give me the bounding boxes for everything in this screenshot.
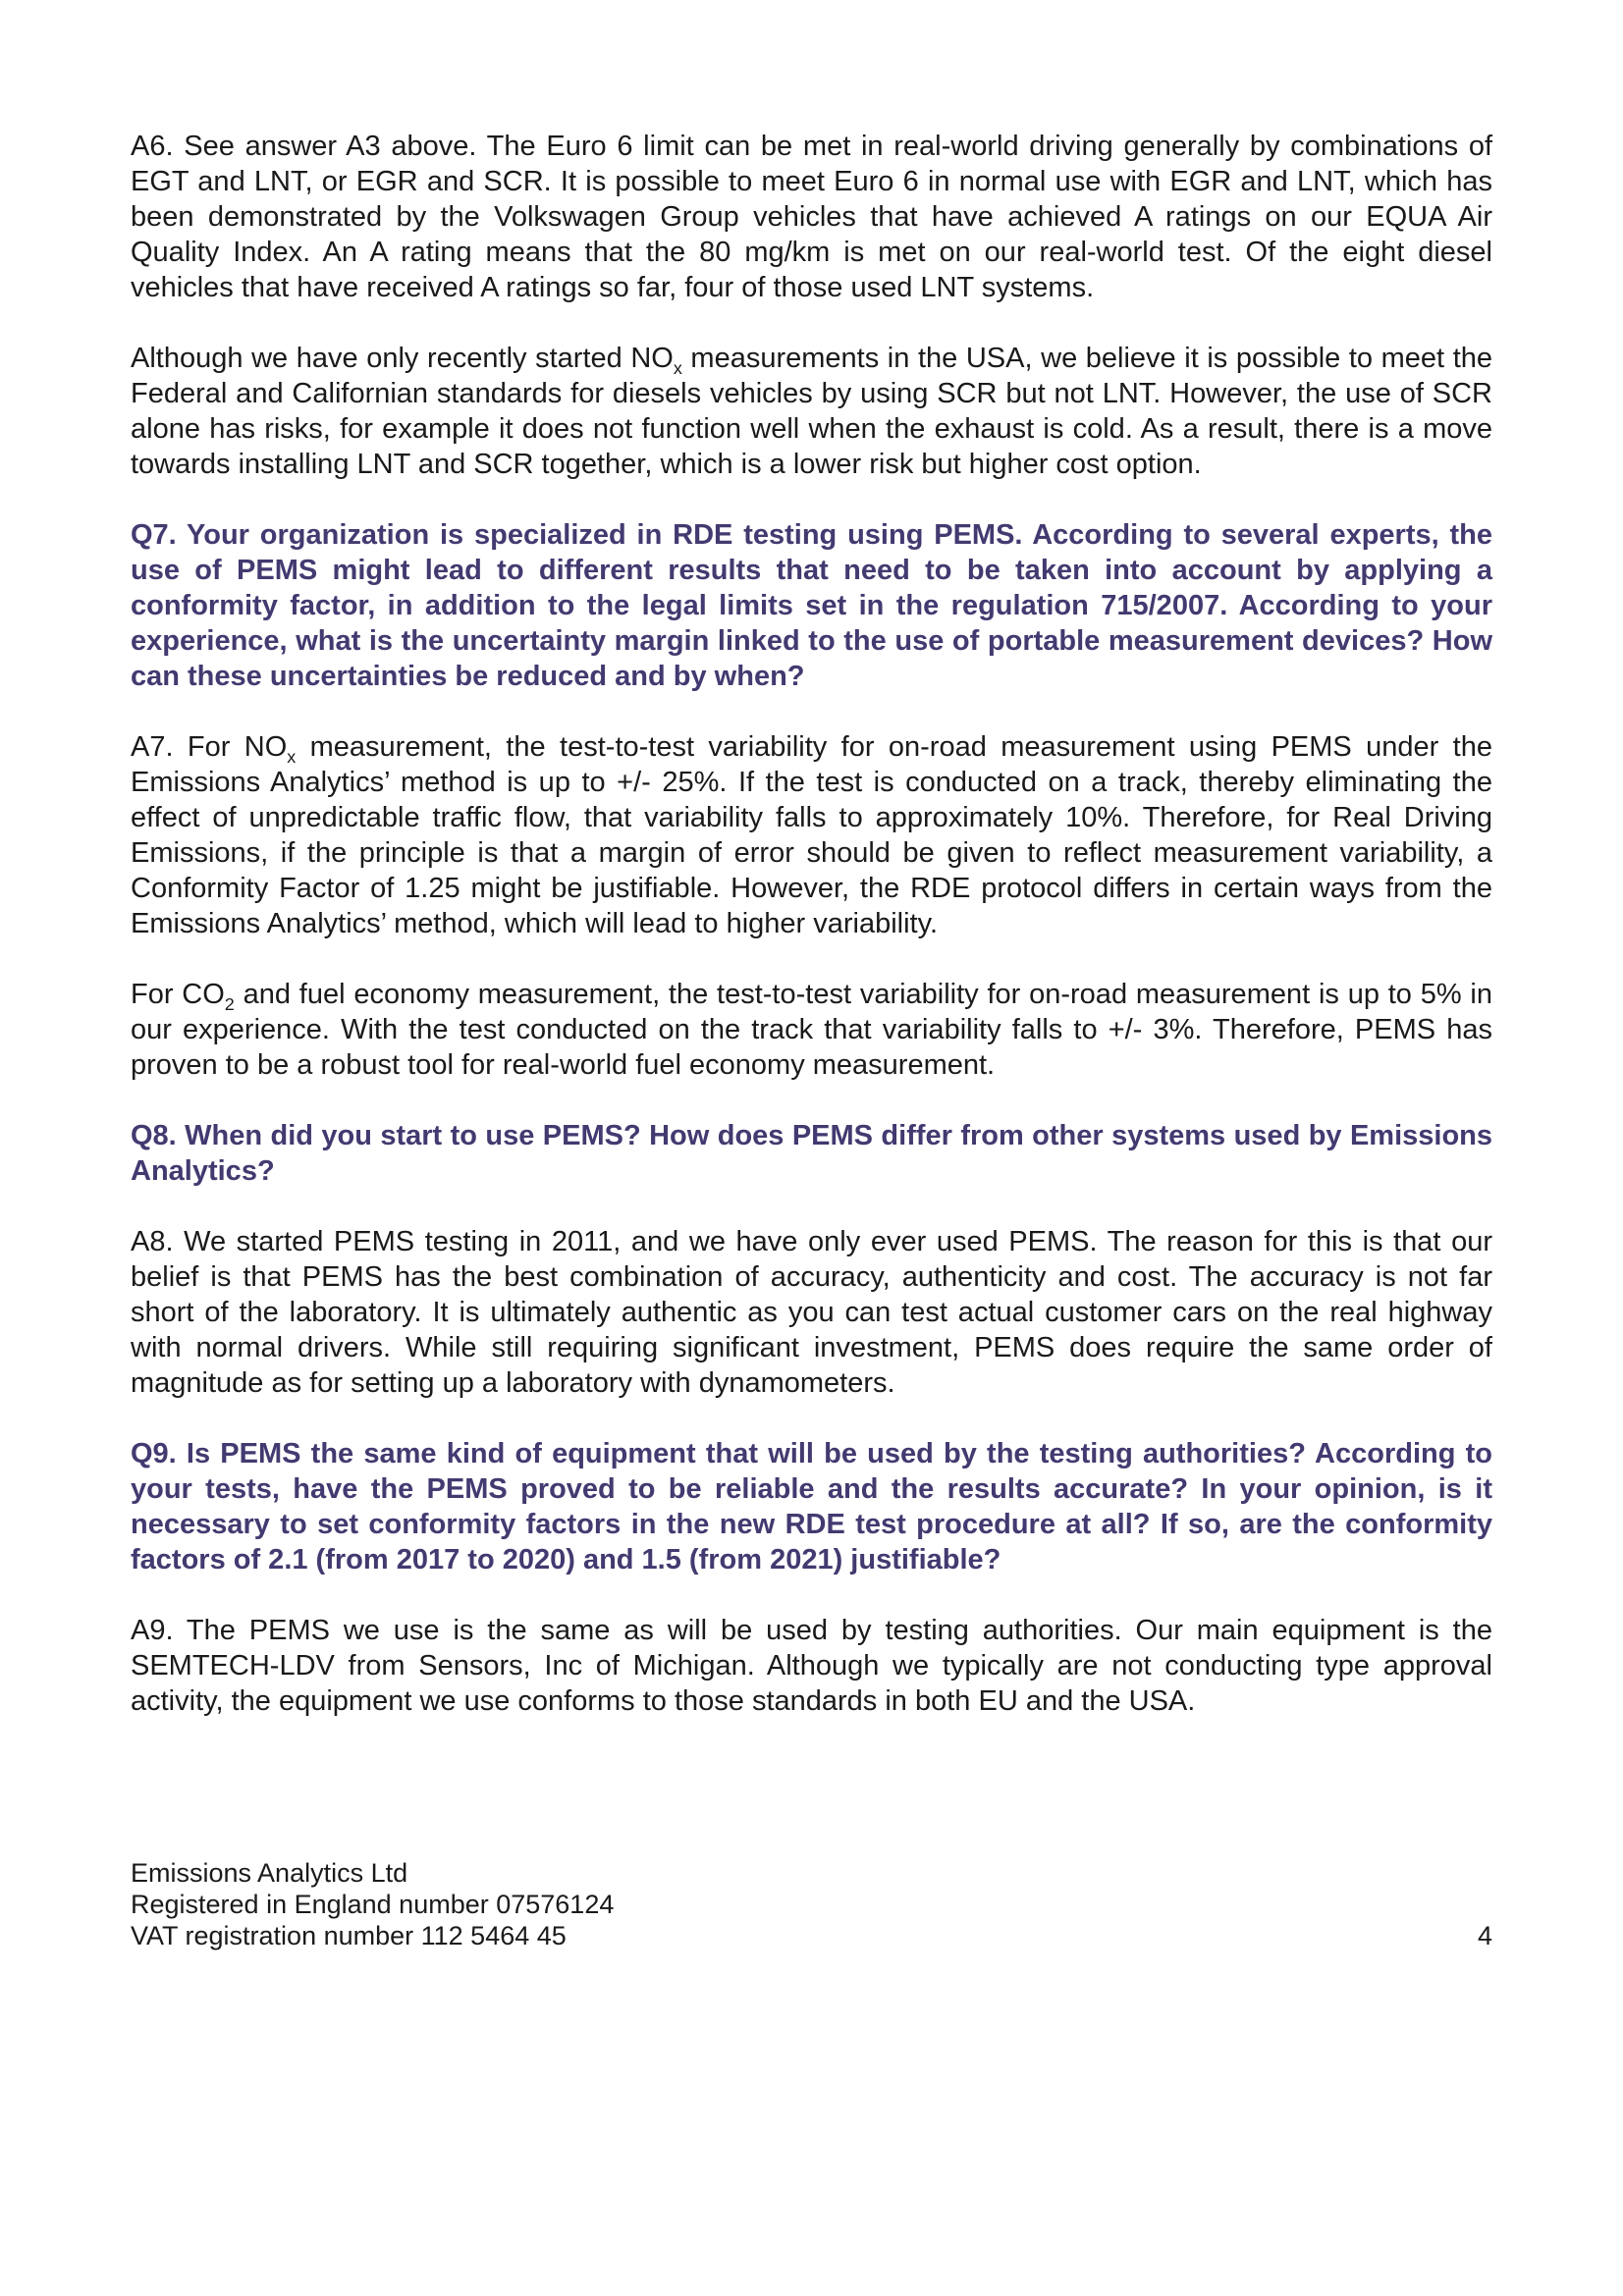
question-paragraph xyxy=(131,1436,1492,1577)
text-run: Q7. Your organization is specialized in RDE testing using PEMS. According to several experts, the use of PEMS might lead to different results that need to be taken into account by applying a conformity factor, in addition to the legal limits set in the regulation 715/2007. According to your experience, what is the uncertainty margin linked to the use of portable measurement devices? How can these uncertainties be reduced and by when? xyxy=(131,519,1492,692)
text-run: A8. We started PEMS testing in 2011, and we have only ever used PEMS. The reason for this is that our belief is that PEMS has the best combination of accuracy, authenticity and cost. The accuracy is not far short of the laboratory. It is ultimately authentic as you can test actual customer cars on the real highway with normal drivers. While still requiring significant investment, PEMS does require the same order of magnitude as for setting up a laboratory with dynamometers. xyxy=(131,1226,1492,1399)
footer-company: Emissions Analytics Ltd xyxy=(131,1858,408,1888)
document-body xyxy=(131,129,1492,1754)
subscript-text: x xyxy=(287,746,297,767)
text-run: A7. For NO xyxy=(131,731,288,763)
text-run: and fuel economy measurement, the test-to-test variability for on-road measurement is up to 5% in our experience. With the test conducted on the track that variability falls to +/- 3%. Therefore, PEMS has proven to be a robust tool for real-world fuel economy measurement. xyxy=(131,979,1492,1081)
answer-paragraph xyxy=(131,1613,1492,1719)
answer-paragraph xyxy=(131,729,1492,941)
page-number: 4 xyxy=(1477,1921,1492,1950)
text-run: Q8. When did you start to use PEMS? How does PEMS differ from other systems used by Emissions Analytics? xyxy=(131,1120,1492,1187)
footer-vat: VAT registration number 112 5464 45 xyxy=(131,1921,567,1950)
page-footer xyxy=(131,1857,1492,1951)
text-run: measurements in the USA, we believe it is possible to meet the Federal and Californian standards for diesels vehicles by using SCR but not LNT. However, the use of SCR alone has risks, for example it does not function well when the exhaust is cold. As a result, there is a move towards installing LNT and SCR together, which is a lower risk but higher cost option. xyxy=(131,343,1493,480)
text-run: measurement, the test-to-test variability for on-road measurement using PEMS under the Emissions Analytics’ method is up to +/- 25%. If the test is conducted on a track, thereby eliminating the effect of unpredictable traffic flow, that variability falls to approximately 10%. Therefore, for Real Driving Emissions, if the principle is that a margin of error should be given to reflect measurement variability, a Conformity Factor of 1.25 might be justifiable. However, the RDE protocol differs in certain ways from the Emissions Analytics’ method, which will lead to higher variability. xyxy=(131,731,1492,939)
text-run: A6. See answer A3 above. The Euro 6 limit can be met in real-world driving generally by combinations of EGT and LNT, or EGR and SCR. It is possible to meet Euro 6 in normal use with EGR and LNT, which has been demonstrated by the Volkswagen Group vehicles that have achieved A ratings on our EQUA Air Quality Index. An A rating means that the 80 mg/km is met on our real-world test. Of the eight diesel vehicles that have received A ratings so far, four of those used LNT systems. xyxy=(131,131,1492,303)
text-run: Q9. Is PEMS the same kind of equipment that will be used by the testing authorities? According to your tests, have the PEMS proved to be reliable and the results accurate? In your opinion, is it necessary to set conformity factors in the new RDE test procedure at all? If so, are the conformity factors of 2.1 (from 2017 to 2020) and 1.5 (from 2021) justifiable? xyxy=(131,1438,1492,1575)
subscript-text: 2 xyxy=(224,993,235,1014)
question-paragraph xyxy=(131,517,1492,694)
answer-paragraph xyxy=(131,129,1492,305)
text-run: For CO xyxy=(131,979,225,1010)
subscript-text: x xyxy=(673,357,682,378)
answer-paragraph xyxy=(131,1224,1492,1401)
footer-registration: Registered in England number 07576124 xyxy=(131,1890,615,1919)
text-run: A9. The PEMS we use is the same as will be used by testing authorities. Our main equipment is the SEMTECH-LDV from Sensors, Inc of Michigan. Although we typically are not conducting type approval activity, the equipment we use conforms to those standards in both EU and the USA. xyxy=(131,1615,1492,1717)
question-paragraph xyxy=(131,1118,1492,1189)
answer-paragraph xyxy=(131,341,1492,482)
text-run: Although we have only recently started NO xyxy=(131,343,674,374)
answer-paragraph xyxy=(131,977,1492,1083)
